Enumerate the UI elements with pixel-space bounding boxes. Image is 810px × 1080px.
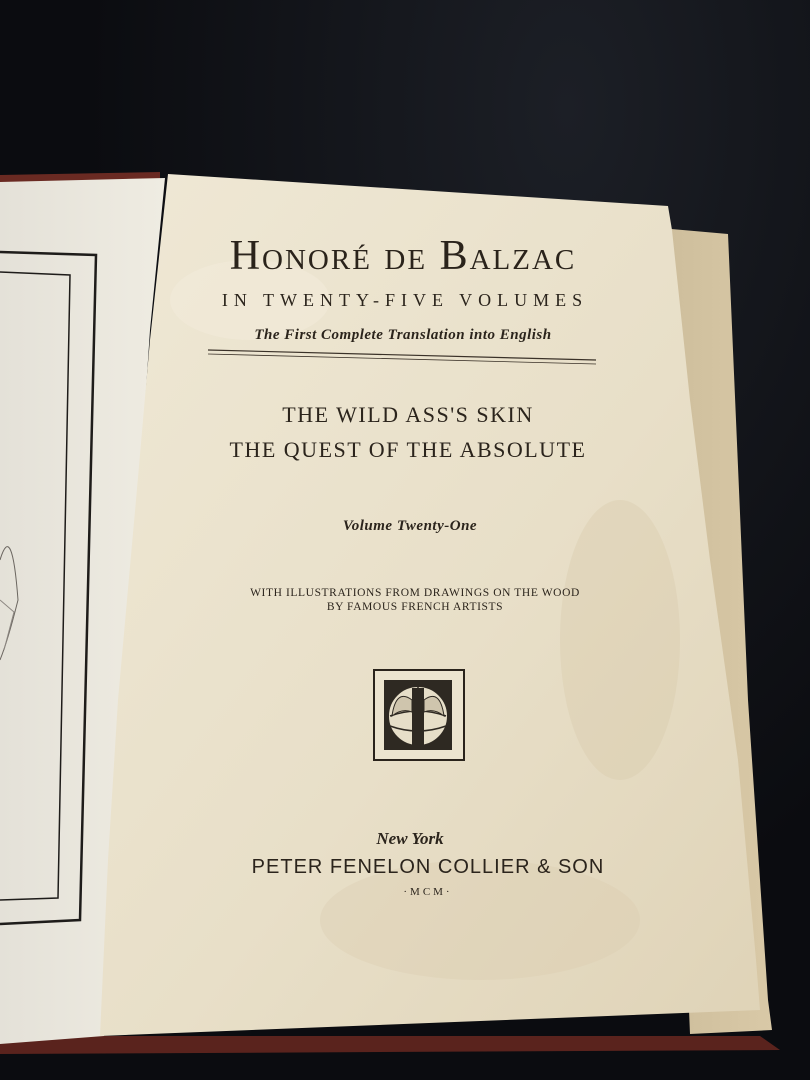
publication-city: New York [376, 829, 444, 848]
illustrations-line-2: BY FAMOUS FRENCH ARTISTS [326, 601, 504, 613]
work-title-2: THE QUEST OF THE ABSOLUTE [229, 437, 587, 462]
author-heading: Honoré de Balzac [229, 233, 577, 279]
illustrations-line-1: WITH ILLUSTRATIONS FROM DRAWINGS ON THE WOOD [250, 587, 580, 599]
work-title-1: THE WILD ASS'S SKIN [282, 402, 534, 427]
publisher-name: PETER FENELON COLLIER & SON [251, 856, 605, 878]
publication-year: ·MCM· [403, 886, 453, 898]
volume-line: Volume Twenty-One [342, 518, 478, 534]
translation-line: The First Complete Translation into English [254, 327, 552, 343]
volumes-line: IN TWENTY-FIVE VOLUMES [221, 290, 589, 310]
